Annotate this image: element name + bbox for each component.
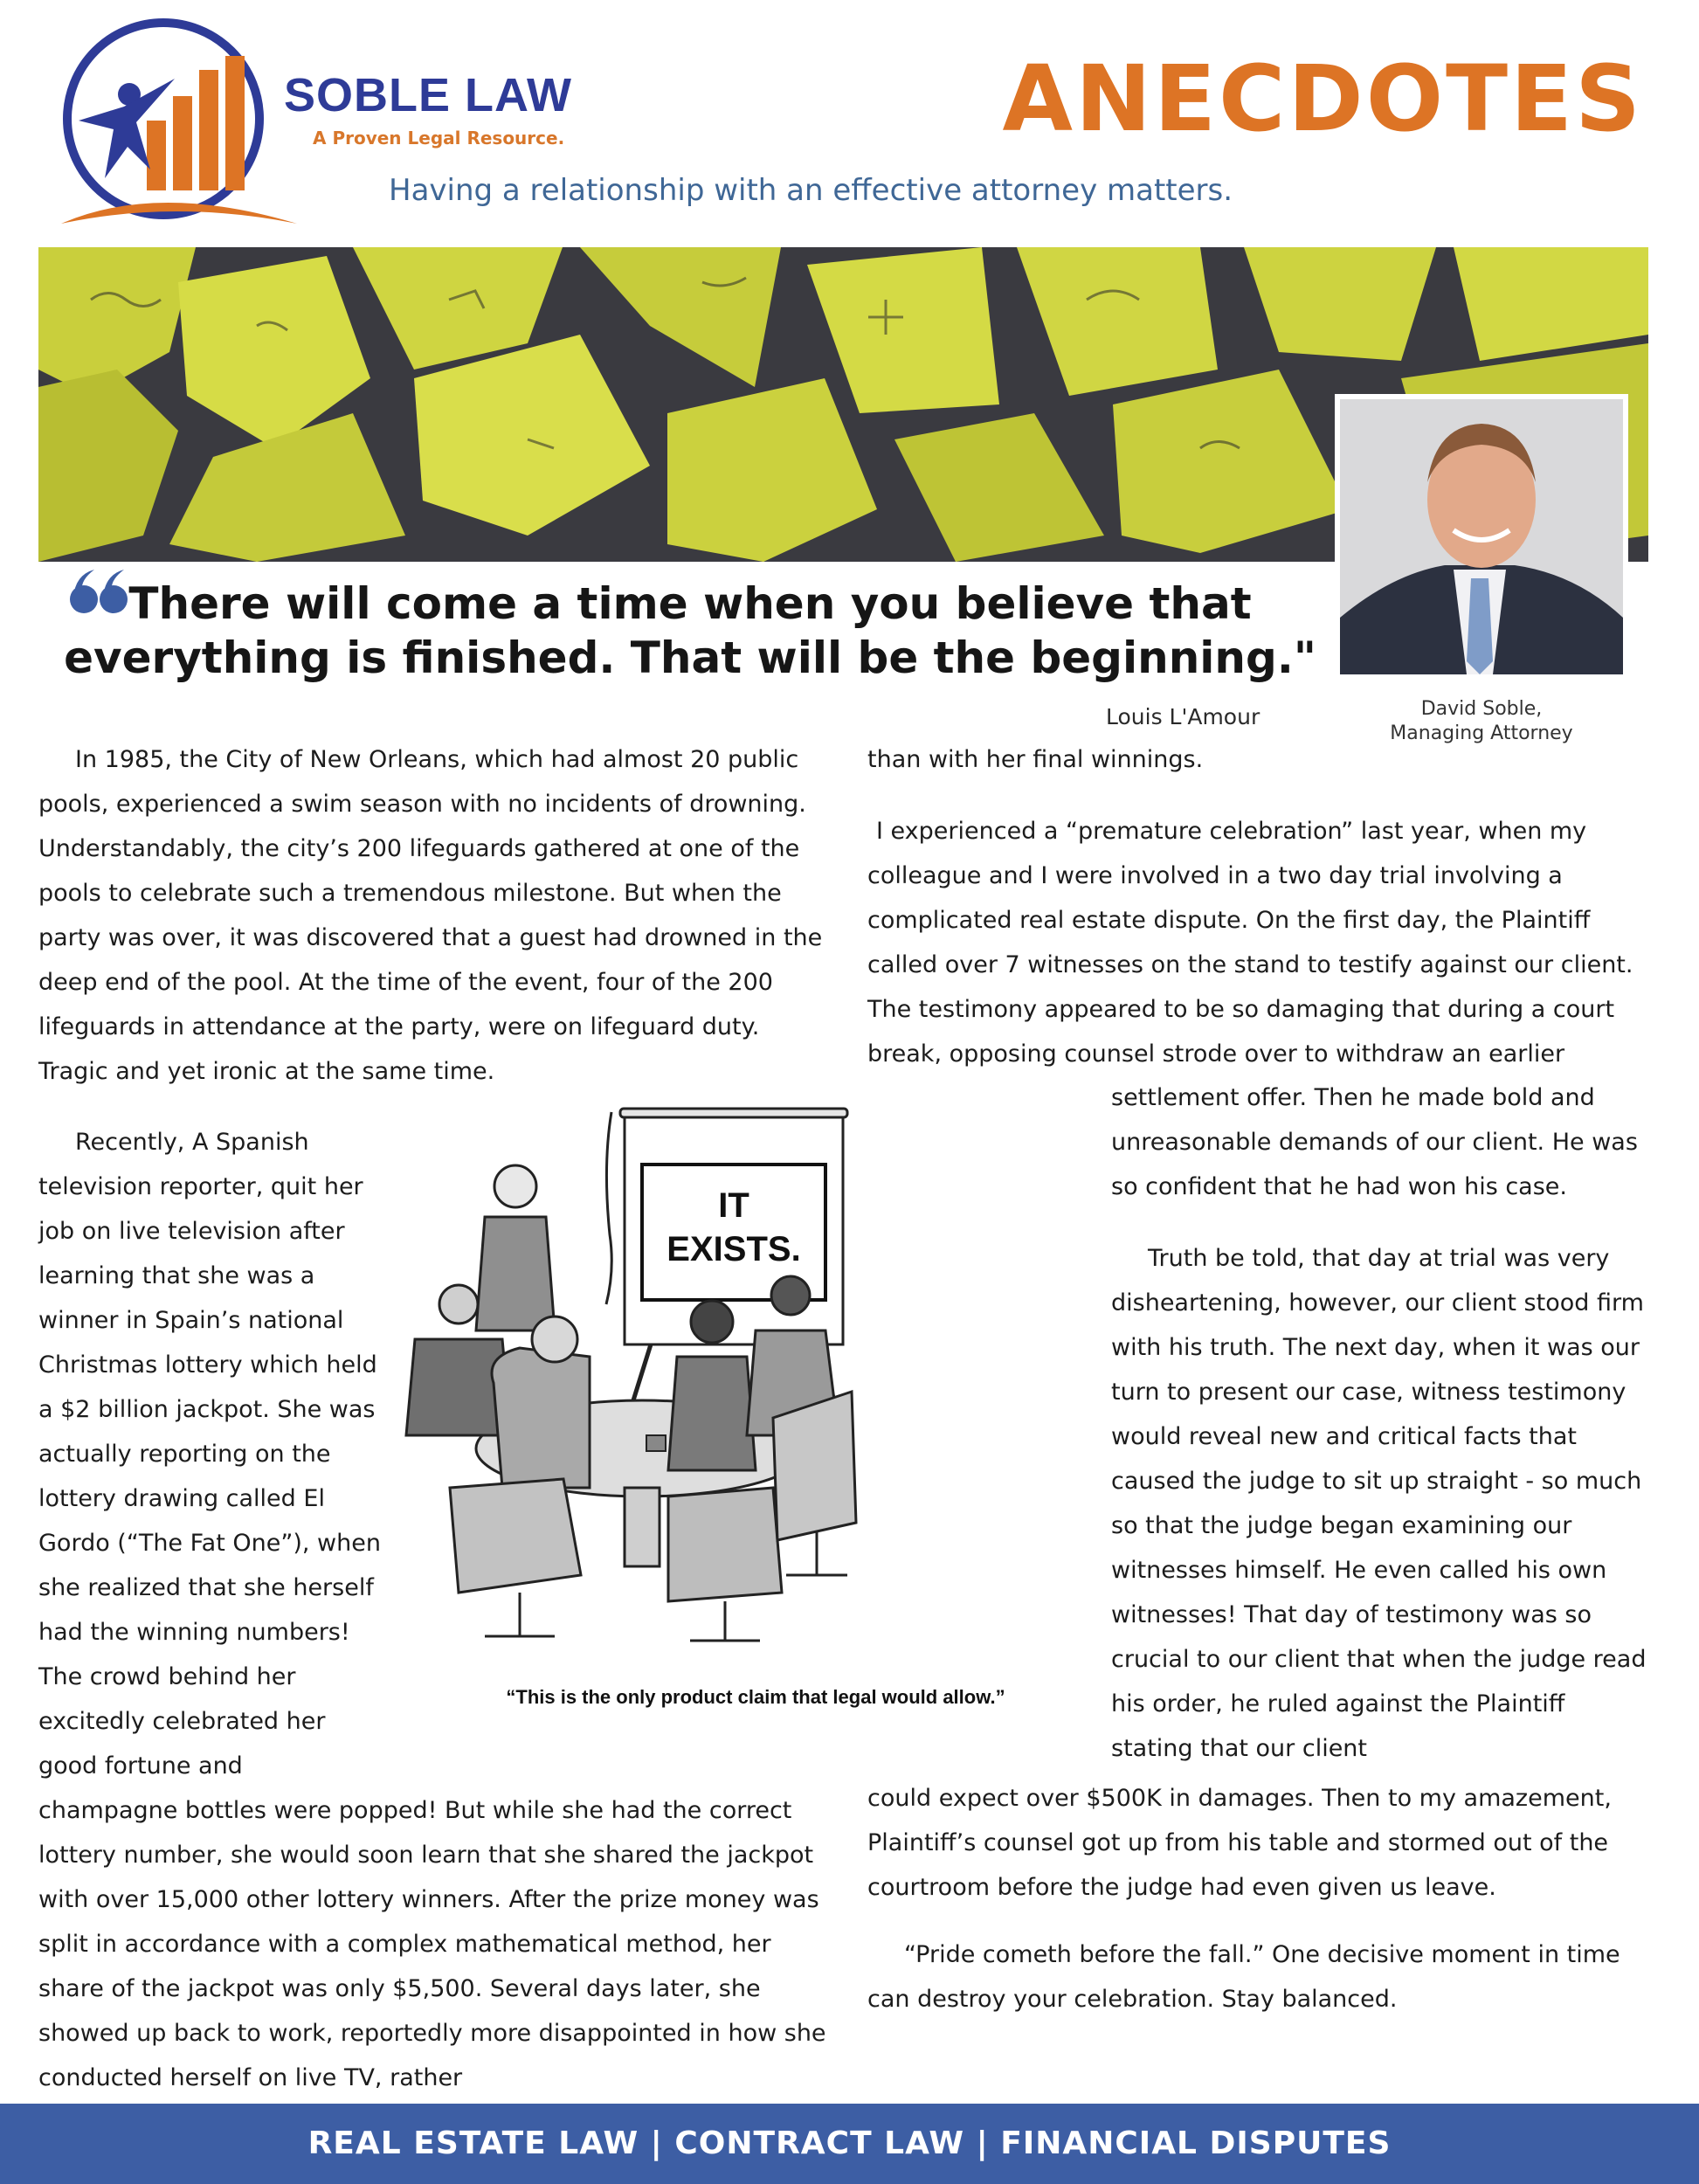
left-paragraph-1: In 1985, the City of New Orleans, which had almost 20 public pools, experienced a swim season with no incidents of drowning. Understandably, the city’s 200 lifeguards gathered at one of the pools to celebrate such a tremendous milestone. But when the party was over, it was discovered that a guest had drowned in the deep end of the pool. At the time of the event, four of the 200 lifeguards in attendance at the party, were on lifeguard duty. Tragic and yet ironic at the same time. (38, 746, 823, 1085)
brand-tagline: A Proven Legal Resource. (313, 128, 565, 149)
right-paragraph-1: than with her final winnings. (867, 746, 1204, 773)
easel-text-line-1: IT (718, 1186, 749, 1225)
easel-text-line-2: EXISTS. (666, 1230, 801, 1268)
right-paragraph-3-wide: could expect over $500K in damages. Then to my amazement, Plaintiff’s counsel got up from his table and stormed out of the courtroom before the judge had even given us leave. (867, 1785, 1612, 1901)
page-title: ANECDOTES (1002, 45, 1643, 152)
portrait-frame (1335, 394, 1628, 680)
brand-name: SOBLE LAW (284, 69, 572, 121)
portrait-title: Managing Attorney (1390, 722, 1573, 744)
portrait-name: David Soble, (1420, 698, 1543, 720)
david-soble-portrait (1340, 399, 1623, 674)
footer-bar (0, 2104, 1699, 2184)
pull-quote: There will come a time when you believe that everything is finished. That will be the beginning." (64, 578, 1316, 683)
left-paragraph-2-wide: champagne bottles were popped! But while she had the correct lottery number, she would soon learn that she shared the jackpot with over 15,000 other lottery winners. After the prize money was split in accordance with a complex mathematical method, her share of the jackpot was only $5,500. Several days later, she showed up back to work, reportedly more disappointed in how she conducted herself on live TV, rather (38, 1797, 826, 2091)
right-paragraph-3-narrow: Truth be told, that day at trial was very disheartening, however, our client stood firm with his truth. The next day, when it was our turn to present our case, witness testimony would reveal new and critical facts that caused the judge to sit up straight - so much so that the judge began examining our witnesses himself. He even called his own witnesses! That day of testimony was so crucial to our client that when the judge read his order, he ruled against the Plaintiff stating that our client (1111, 1245, 1647, 1762)
page-subtitle: Having a relationship with an effective attorney matters. (389, 173, 1233, 208)
right-paragraph-4: “Pride cometh before the fall.” One decisive moment in time can destroy your celebration. Stay balanced. (867, 1941, 1620, 2013)
quote-author: Louis L'Amour (1106, 704, 1260, 729)
left-paragraph-2-narrow: Recently, A Spanish television reporter, quit her job on live television after learning that she was a winner in Spain’s national Christmas lottery which held a $2 billion jackpot. She was actually reporting on the lottery drawing called El Gordo (“The Fat One”), when she realized that she herself had the winning numbers! The crowd behind her excitedly celebrated her good fortune and (38, 1129, 381, 1780)
cartoon-caption: “This is the only product claim that legal would allow.” (506, 1686, 1005, 1708)
right-paragraph-2-narrow: settlement offer. Then he made bold and unreasonable demands of our client. He was so confident that he had won his case. (1111, 1084, 1638, 1200)
meeting-cartoon (389, 1103, 860, 1654)
soble-law-logo (52, 16, 297, 225)
footer-practice-areas: REAL ESTATE LAW | CONTRACT LAW | FINANCIAL DISPUTES (307, 2125, 1392, 2161)
right-paragraph-2-wide: I experienced a “premature celebration” last year, when my colleague and I were involved in a two day trial involving a complicated real estate dispute. On the first day, the Plaintiff called over 7 witnesses on the stand to testify against our client. The testimony appeared to be so damaging that during a court break, opposing counsel strode over to withdraw an earlier (867, 818, 1633, 1068)
